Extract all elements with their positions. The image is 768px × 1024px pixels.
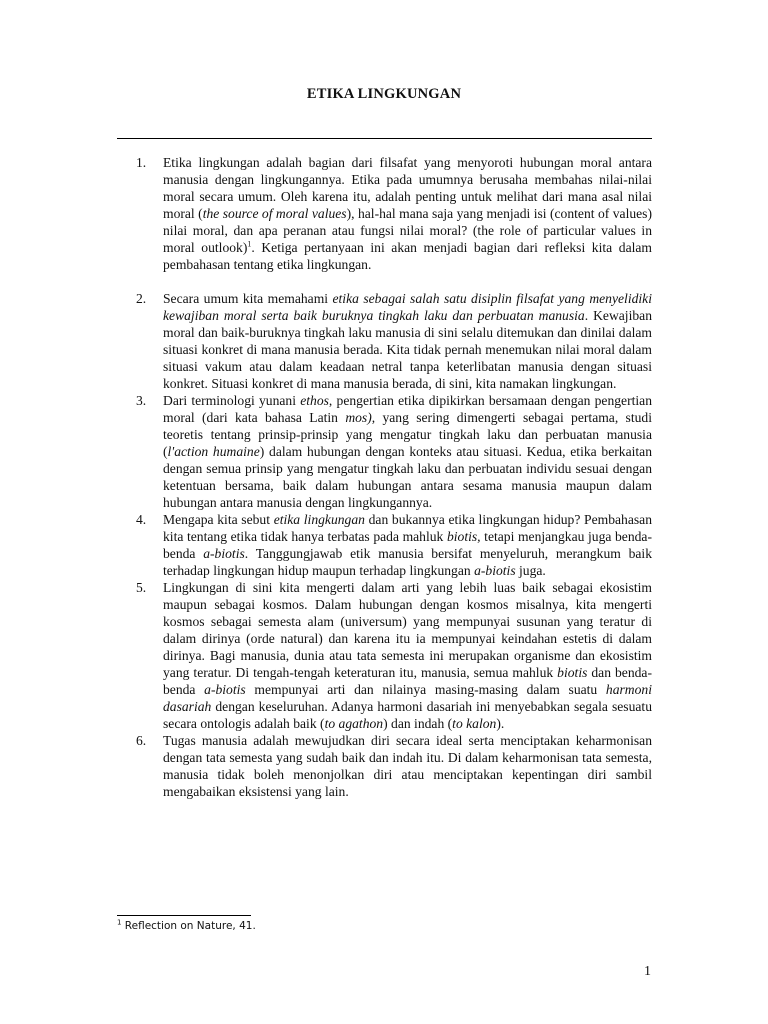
- text-segment: Dari terminologi yunani: [163, 393, 301, 408]
- list-item-number: 6.: [136, 733, 147, 748]
- text-segment: ) dan indah (: [383, 716, 453, 731]
- list-item-text: [163, 290, 652, 392]
- footnote-marker: 1: [117, 918, 122, 927]
- text-segment: Tugas manusia adalah mewujudkan diri secara ideal serta menciptakan keharmonisan dengan tata semesta yang sudah baik dan indah itu. Di dalam keharmonisan tata semesta, manusia tidak boleh menonjolkan diri atau menciptakan kepentingan diri sambil mengabaikan eksistensi yang lain.: [163, 733, 652, 799]
- text-segment: , pengertian etika dipikirkan bersamaan dengan pengertian moral (dari kata bahasa Latin: [163, 393, 652, 425]
- text-segment: Secara umum kita memahami: [163, 291, 333, 306]
- list-item: [117, 732, 652, 800]
- list-item-text: [163, 154, 652, 273]
- list-item: [117, 511, 652, 579]
- list-item-text: [163, 732, 652, 800]
- italic-text: etika sebagai salah satu disiplin filsafat yang menyelidiki kewajiban moral serta baik buruknya tingkah laku dan perbuatan manusia: [163, 291, 652, 323]
- text-segment: Lingkungan di sini kita mengerti dalam arti yang lebih luas baik sebagai ekosistim maupun sebagai kosmos. Dalam hubungan dengan kosmos misalnya, kita mengerti kosmos sebagai semesta alam (universum) yang mempunyai susunan yang teratur di dalam dirinya (orde natural) dan karena itu ia mempunyai keindahan estetis di dalam dirinya. Bagi manusia, dunia atau tata semesta ini merupakan organisme dan ekosistim yang teratur. Di tengah-tengah keteraturan itu, manusia, semua mahluk: [163, 580, 652, 680]
- text-segment: . Kewajiban moral dan baik-buruknya tingkah laku manusia di sini selalu ditemukan dan dinilai dalam situasi konkret di mana manusia berada. Kita tidak pernah menemukan nilai moral dalam situasi vakum atau dalam keadaan netral tanpa keterlibatan manusia dengan situasi konkret. Situasi konkret di mana manusia berada, di sini, kita namakan lingkungan.: [163, 308, 652, 391]
- text-segment: ).: [496, 716, 505, 731]
- list-item-text: [163, 579, 652, 732]
- text-segment: Etika lingkungan adalah bagian dari filsafat yang menyoroti hubungan moral antara manusia dengan lingkungannya. Etika pada umumnya berusaha membahas nilai-nilai moral secara umum. Oleh karena itu, adalah penting untuk melihat dari mana asal nilai moral (: [163, 155, 652, 221]
- italic-text: harmoni dasariah: [163, 682, 652, 714]
- footnote-text: Reflection on Nature, 41.: [121, 920, 256, 932]
- footnote-reference: 1: [247, 239, 252, 249]
- italic-text: a-biotis: [203, 546, 245, 561]
- text-segment: . Ketiga pertanyaan ini akan menjadi bagian dari refleksi kita dalam pembahasan tentang etika lingkungan.: [163, 240, 652, 272]
- text-segment: Mengapa kita sebut: [163, 512, 274, 527]
- italic-text: biotis,: [446, 529, 481, 544]
- list-item-text: [163, 511, 652, 579]
- italic-text: to agathon: [324, 716, 384, 731]
- list-item: [117, 290, 652, 392]
- list-item-number: 3.: [136, 393, 147, 408]
- italic-text: to kalon: [452, 716, 497, 731]
- text-segment: juga.: [515, 563, 546, 578]
- italic-text: a-biotis: [474, 563, 516, 578]
- text-segment: , yang sering dimengerti sebagai pertama, studi teoretis tentang prinsip-prinsip yang mengatur tingkah laku dan perbuatan manusia (: [163, 410, 652, 459]
- text-segment: . Tanggungjawab etik manusia bersifat menyeluruh, merangkum baik terhadap lingkungan hidup maupun terhadap lingkungan: [163, 546, 652, 578]
- italic-text: mos): [345, 410, 372, 425]
- list-item-number: 4.: [136, 512, 147, 527]
- page-title: ETIKA LINGKUNGAN: [306, 86, 462, 102]
- italic-text: l'action humaine: [167, 444, 260, 459]
- text-segment: mempunyai arti dan nilainya masing-masing dalam suatu: [245, 682, 606, 697]
- text-segment: ), hal-hal mana saja yang menjadi isi (content of values) nilai moral, dan apa peranan atau fungsi nilai moral? (the role of particular values in moral outlook): [163, 206, 653, 255]
- text-segment: dan benda-benda: [163, 665, 652, 697]
- list-item: [117, 579, 652, 732]
- text-segment: ) dalam hubungan dengan konteks atau situasi. Kedua, etika berkaitan dengan semua prinsip yang mengatur tingkah laku dan perbuatan individu sesuai dengan ketentuan bersama, baik dalam hubungan antara sesama manusia maupun dalam hubungan antara manusia dengan lingkungannya.: [163, 444, 652, 510]
- text-segment: dengan keseluruhan. Adanya harmoni dasariah ini menyebabkan segala sesuatu secara ontologis adalah baik (: [163, 699, 652, 731]
- italic-text: etika lingkungan: [273, 512, 365, 527]
- italic-text: a-biotis: [204, 682, 246, 697]
- italic-text: biotis: [557, 665, 588, 680]
- text-segment: dan bukannya etika lingkungan hidup? Pembahasan kita tentang etika tidak hanya terbatas pada mahluk: [163, 512, 652, 544]
- title-divider: [117, 138, 652, 139]
- list-item-number: 1.: [136, 155, 147, 170]
- italic-text: the source of moral values: [202, 206, 347, 221]
- list-item: [117, 392, 652, 511]
- list-item-text: [163, 392, 652, 511]
- footnote-divider: [117, 915, 251, 916]
- italic-text: ethos: [300, 393, 329, 408]
- footnote: [117, 920, 256, 932]
- numbered-list: [117, 154, 652, 800]
- list-item: [117, 154, 652, 273]
- text-segment: tetapi menjangkau juga benda-benda: [163, 529, 652, 561]
- list-item-number: 2.: [136, 291, 147, 306]
- page-number: 1: [644, 964, 651, 979]
- list-item-number: 5.: [136, 580, 147, 595]
